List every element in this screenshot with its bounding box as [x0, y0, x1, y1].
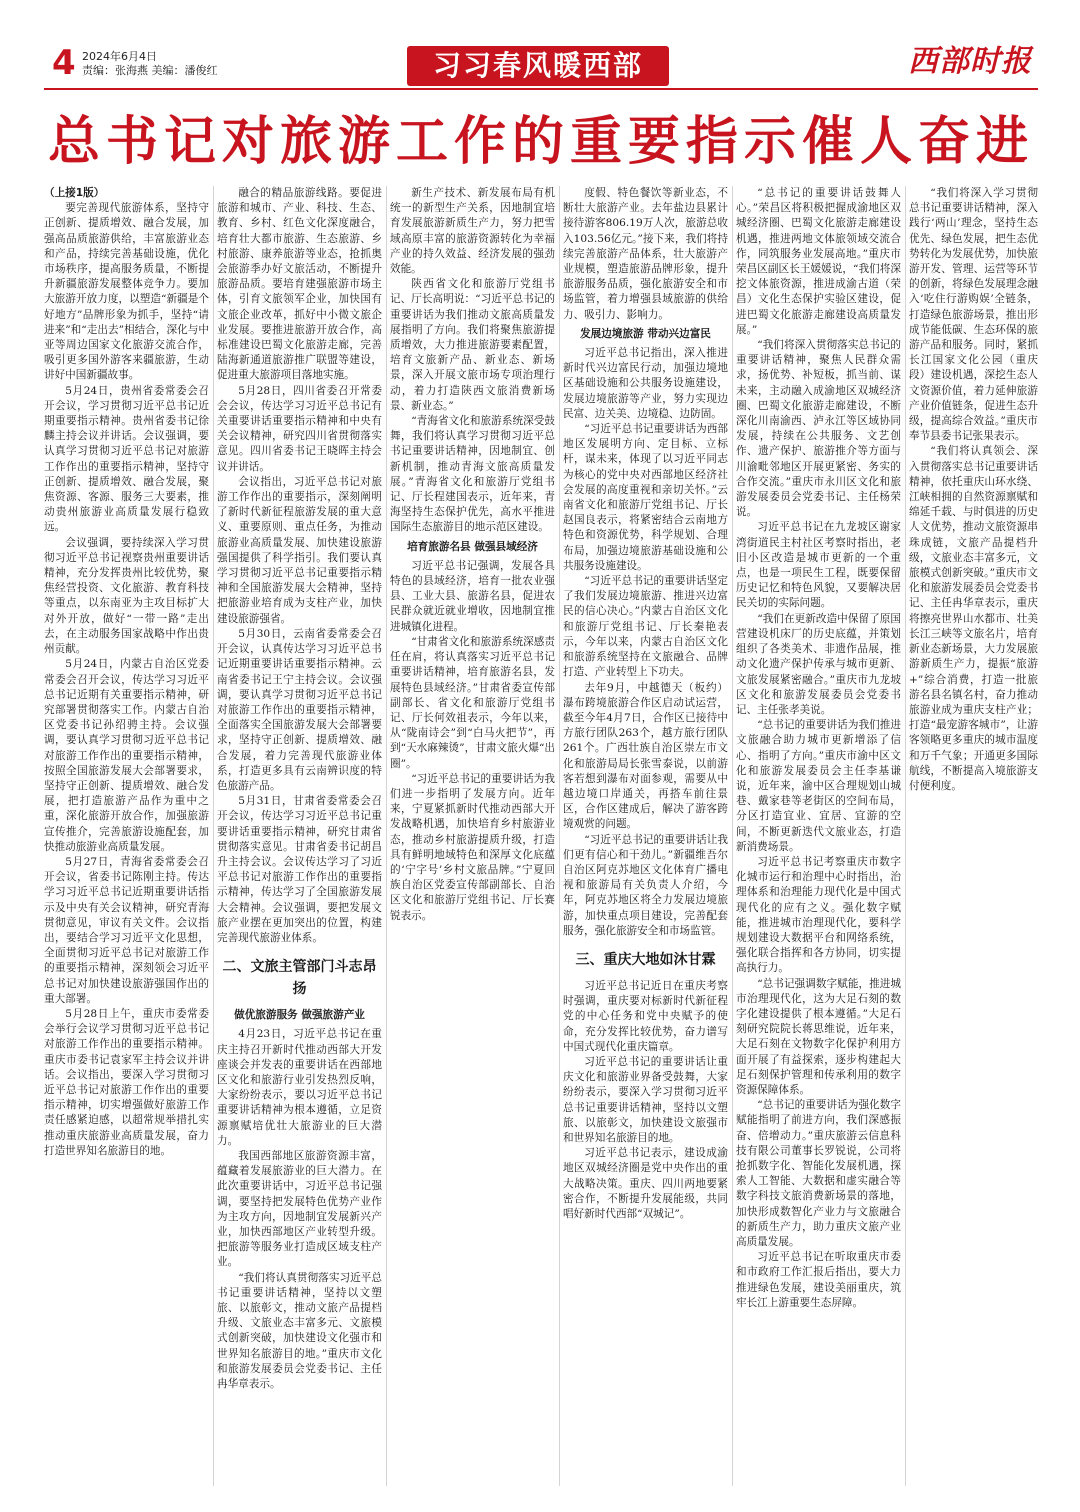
column-banner	[407, 46, 669, 86]
paragraph: 5月24日，贵州省委常委会召开会议，学习贯彻习近平总书记近期重要指示精神。贵州省委书记徐麟主持会议并讲话。会议强调，要认真学习贯彻习近平总书记对旅游工作作出的重要指示精神，坚持守正创新、提质增效、融合发展，聚焦资源、客源、服务三大要素，推动贵州旅游业高质量发展行稳致远。	[44, 384, 209, 534]
paragraph: 5月24日，内蒙古自治区党委常委会召开会议，传达学习习近平总书记近期有关重要指示精神，研究部署贯彻落实工作。内蒙古自治区党委书记孙绍骋主持。会议强调，要认真学习贯彻习近平总书记对旅游工作作出的重要指示精神，按照全国旅游发展大会部署要求，坚持守正创新、提质增效、融合发展，把打造旅游产品作为重中之重，深化旅游开放合作，加强旅游宣传推介，完善旅游设施配套，加快推动旅游业高质量发展。	[44, 658, 209, 853]
paragraph: 5月30日，云南省委常委会召开会议，认真传达学习习近平总书记近期重要讲话重要指示精神。云南省委书记王宁主持会议。会议强调，要认真学习贯彻习近平总书记对旅游工作作出的重要指示精神，全面落实全国旅游发展大会部署要求，坚持守正创新、提质增效、融合发展，着力完善现代旅游业体系，打造更多具有云南辨识度的特色旅游产品。	[217, 627, 382, 792]
article-column-1	[44, 186, 209, 1486]
masthead	[0, 0, 1080, 92]
column-4b-text	[563, 979, 728, 1222]
paragraph: 要完善现代旅游体系，坚持守正创新、提质增效、融合发展，加强高品质旅游供给，丰富旅游业态和产品，持续完善基础设施，优化市场秩序，提高服务质量，不断提升新疆旅游发展整体竞争力。要加大旅游开放力度，以塑造“新疆是个好地方”品牌形象为抓手，坚持“请进来”和“走出去”相结合，深化与中亚等周边国家文化旅游交流合作，吸引更多国外游客来疆旅游，生动讲好中国新疆故事。	[44, 202, 209, 382]
column-4-text	[563, 186, 728, 939]
section-heading-2: 二、文旅主管部门斗志昂扬	[222, 959, 377, 998]
paragraph: “总书记的重要讲话鼓舞人心。”荣昌区将积极把握成渝地区双城经济圈、巴蜀文化旅游走廊建设机遇，推进两地文体旅领域交流合作，同筑服务业发展高地。”重庆市荣昌区副区长王媛媛说，“我们将深挖文体旅资源，推进成渝古道（荣昌）文化生态保护实验区建设，促进巴蜀文化旅游走廊建设高质量发展。”	[736, 187, 901, 336]
issue-meta	[82, 50, 218, 78]
column-6-text	[909, 186, 1038, 794]
column-2-text	[217, 186, 382, 946]
paragraph: 5月28日，四川省委召开常委会会议，传达学习习近平总书记有关重要讲话重要指示精神和中央有关会议精神，研究四川省贯彻落实意见。四川省委书记王晓晖主持会议并讲话。	[217, 384, 382, 473]
paragraph: 习近平总书记表示，建设成渝地区双城经济圈是党中央作出的重大战略决策。重庆、四川两地要紧密合作，不断提升发展能级，共同唱好新时代西部“双城记”。	[563, 1147, 728, 1220]
paragraph: “总书记的重要讲话为我们推进文旅融合助力城市更新增添了信心、指明了方向。”重庆市渝中区文化和旅游发展委员会主任李基谦说，近年来，渝中区合理规划山城巷、戴家巷等老街区的空间布局，分区打造宜业、宜居、宜游的空间，不断更新迭代文旅业态，打造新消费场景。	[736, 719, 901, 853]
paragraph: 5月31日，甘肃省委常委会召开会议，传达学习习近平总书记重要讲话重要指示精神，研究甘肃省贯彻落实意见。甘肃省委书记胡昌升主持会议。会议传达学习了习近平总书记对旅游工作作出的重要指示精神，传达学习了全国旅游发展大会精神。会议强调，要把发展文旅产业摆在更加突出的位置，构建完善现代旅游业体系。	[217, 795, 382, 944]
subheading-county: 培育旅游名县 做强县域经济	[407, 540, 538, 553]
paragraph: “我们将认真领会、深入贯彻落实总书记重要讲话精神，依托重庆山环水绕、江峡相拥的自然资源禀赋和绵延千载、与时俱进的历史人文优势，推动文旅资源串珠成链，文旅产品提档升级，文旅业态丰富多元，文旅模式创新突破。”重庆市文化和旅游发展委员会党委书记、主任冉华章表示，重庆将擦亮世界山水都市、壮美长江三峡等文旅名片，培育新业态新场景，大力发展旅游新质生产力，提振“旅游+”综合消费，打造一批旅游名县名镇名村，奋力推动旅游业成为重庆支柱产业；打造“最宠游客城市”，让游客领略更多重庆的城市温度和万千气象；开通更多国际航线，不断提高入境旅游支付便利度。	[909, 445, 1038, 792]
paragraph: “习近平总书记重要讲话为西部地区发展明方向、定目标、立标杆，谋未来，体现了以习近平同志为核心的党中央对西部地区经济社会发展的高度重视和亲切关怀。”云南省文化和旅游厅党组书记、厅长赵国良表示，将紧密结合云南地方特色和资源优势，科学规划、合理布局，加强边境旅游基础设施和公共服务设施建设。	[563, 423, 728, 572]
paragraph: 5月27日，青海省委常委会召开会议，省委书记陈刚主持。传达学习习近平总书记近期重要讲话指示及中央有关会议精神，研究青海贯彻意见，审议有关文件。会议指出，要结合学习习近平文化思想，全面贯彻习近平总书记对旅游工作的重要指示精神，深刻领会习近平总书记对加快建设旅游强国作出的重大部署。	[44, 855, 209, 1005]
article-column-6	[909, 186, 1038, 1486]
column-5-text	[736, 186, 901, 1311]
page-headline: 总书记对旅游工作的重要指示催人奋进	[47, 112, 1034, 172]
paragraph: “我们将深入贯彻落实总书记的重要讲话精神，聚焦人民群众需求，扬优势、补短板，抓当前、谋未来，主动融入成渝地区双城经济圈、巴蜀文化旅游走廊建设，不断深化川南渝西、泸永江等区域协同发展，持续在公共服务、文艺创作、遗产保护、旅游推介等方面与川渝毗邻地区开展更紧密、务实的合作交流。”重庆市永川区文化和旅游发展委员会党委书记、主任杨荣说。	[736, 339, 901, 519]
article-column-2	[217, 186, 382, 1486]
column-1-text	[44, 201, 209, 1159]
paragraph: “我们将认真贯彻落实习近平总书记重要讲话精神，坚持以文塑旅、以旅彰文，推动文旅产品提档升级、文旅业态丰富多元、文旅模式创新突破，加快建设文化强市和世界知名旅游目的地。”重庆市文化和旅游发展委员会党委书记、主任冉华章表示。	[217, 1271, 382, 1391]
article-column-3	[390, 186, 555, 1486]
paragraph: 习近平总书记在听取重庆市委和市政府工作汇报后指出，要大力推进绿色发展，建设美丽重庆，筑牢长江上游重要生态屏障。	[736, 1251, 901, 1309]
paragraph: 习近平总书记指出，深入推进新时代兴边富民行动，加强边境地区基础设施和公共服务设施建设，发展边境旅游等产业，努力实现边民富、边关美、边境稳、边防固。	[563, 347, 728, 420]
paragraph: 新生产技术、新发展布局有机统一的新型生产关系，因地制宜培育发展旅游新质生产力，努力把雪域高原丰富的旅游资源转化为幸福产业的持久效益、经济发展的强劲效能。	[390, 187, 555, 276]
paragraph: 会议强调，要持续深入学习贯彻习近平总书记视察贵州重要讲话精神，充分发挥贵州比较优势，聚焦经营投资、文化旅游、教育科技等重点，以东南亚为主攻目标扩大对外开放，做好“一带一路”走出去，在主动服务国家战略中作出贵州贡献。	[44, 536, 209, 656]
paragraph: 融合的精品旅游线路。要促进旅游和城市、产业、科技、生态、教育、乡村、红色文化深度融合，培育壮大都市旅游、生态旅游、乡村旅游、康养旅游等业态，抢抓奥会旅游季办好文旅活动，不断提升旅游品质。要培育建强旅游市场主体，引育文旅领军企业，加快国有文旅企业改革，抓好中小微文旅企业发展。要推进旅游开放合作，高标准建设巴蜀文化旅游走廊，完善陆海新通道旅游推广联盟等建设，促进重大旅游项目落地实施。	[217, 187, 382, 382]
paragraph: “我们在更新改造中保留了原国营建设机床厂的历史底蕴，并策划组织了各类美术、非遗作品展，推动文化遗产保护传承与城市更新、文旅发展紧密融合。”重庆市九龙坡区文化和旅游发展委员会党委书记、主任张孝美说。	[736, 612, 901, 716]
column-2b-text	[217, 1027, 382, 1392]
column-divider	[213, 186, 214, 1486]
subheading-border: 发展边境旅游 带动兴边富民	[580, 327, 711, 340]
paragraph: 度假、特色餐饮等新业态，不断壮大旅游产业。去年盐边县累计接待游客806.19万人次，旅游总收入103.56亿元。”接下来，我们将持续完善旅游产品体系，壮大旅游产业规模，塑造旅游品牌形象，提升旅游服务品质，强化旅游安全和市场监管，着力增强县域旅游的供给力、吸引力、影响力。	[563, 187, 728, 321]
paragraph: 4月23日，习近平总书记在重庆主持召开新时代推动西部大开发座谈会并发表的重要讲话在西部地区文化和旅游行业引发热烈反响，大家纷纷表示，要以习近平总书记重要讲话精神为根本遵循，立足资源禀赋培优壮大旅游业的巨大潜力。	[217, 1028, 382, 1147]
header-divider	[44, 88, 1038, 90]
paragraph: 习近平总书记的重要讲话让重庆文化和旅游业界备受鼓舞，大家纷纷表示，要深入学习贯彻习近平总书记重要讲话精神，坚持以文塑旅、以旅彰文，加快建设文旅强市和世界知名旅游目的地。	[563, 1055, 728, 1144]
subheading-services: 做优旅游服务 做强旅游产业	[234, 1009, 365, 1022]
column-banner-label: 习习春风暖西部	[432, 49, 643, 82]
paragraph: 习近平总书记在九龙坡区谢家湾街道民主村社区考察时指出，老旧小区改造是城市更新的一个重点，也是一项民生工程，既要保留历史记忆和特色风貌，又要解决居民关切的实际问题。	[736, 521, 901, 610]
paragraph: 习近平总书记考察重庆市数字化城市运行和治理中心时指出，治理体系和治理能力现代化是中国式现代化的应有之义。强化数字赋能，推进城市治理现代化，要科学规划建设大数据平台和网络系统，强化联合指挥和各方协同，切实提高执行力。	[736, 855, 901, 975]
paragraph: 去年9月，中越德天（板约）瀑布跨境旅游合作区启动试运营，截至今年4月7日，合作区已接待中方旅行团队263个，越方旅行团队261个。广西壮族自治区崇左市文化和旅游局局长张雪泰说，以前游客若想到瀑布对面参观，需要从中越边境口岸通关，再搭车前往景区，合作区建成后，解决了游客跨境观赏的问题。	[563, 681, 728, 831]
column-3-text	[390, 186, 555, 924]
paragraph: 陕西省文化和旅游厅党组书记、厅长高明说：“习近平总书记的重要讲话为我们推动文旅高质量发展指明了方向。我们将聚焦旅游提质增效，大力推进旅游要素配置，培育文旅新产品、新业态、新场景，深入开展文旅市场专项治理行动，着力打造陕西文旅消费新场景、新业态。”	[390, 278, 555, 412]
page-number: 4	[52, 43, 76, 83]
column-divider	[386, 186, 387, 1486]
column-divider	[905, 186, 906, 1486]
newspaper-logo: 西部时报	[908, 44, 1032, 79]
paragraph: “习近平总书记的重要讲话坚定了我们发展边境旅游、推进兴边富民的信心决心。”内蒙古自治区文化和旅游厅党组书记、厅长秦艳表示，今年以来，内蒙古自治区文化和旅游系统坚持在文旅融合、品牌打造、产业转型上下功夫。	[563, 575, 728, 679]
column-divider	[559, 186, 560, 1486]
paragraph: “我们将深入学习贯彻总书记重要讲话精神，深入践行‘两山’理念，坚持生态优先、绿色发展，把生态优势转化为发展优势，加快旅游开发、管理、运营等环节的创新，将绿色发展理念融入‘吃住行游购娱’全链条，打造绿色旅游场景，推出形成节能低碳、生态环保的旅游产品和服务。同时，紧抓长江国家文化公园（重庆段）建设机遇，深挖生态人文资源价值，着力延伸旅游产业价值链条，促进生态升级，提高综合效益。”重庆市奉节县委书记张果表示。	[909, 187, 1038, 443]
article-body	[44, 186, 1038, 1486]
paragraph: “甘肃省文化和旅游系统深感责任在肩，将认真落实习近平总书记重要讲话精神，培育旅游名县，发展特色县域经济。”甘肃省委宣传部副部长、省文化和旅游厅党组书记、厅长何效祖表示，今年以来，从“陇南诗会”到“白马火把节”，再到“天水麻辣烫”，甘肃文旅火爆“出圈”。	[390, 635, 555, 770]
paragraph: “总书记强调数字赋能，推进城市治理现代化，这为大足石刻的数字化建设提供了根本遵循。”大足石刻研究院院长蒋思维说，近年来，大足石刻在文物数字化保护利用方面开展了有益探索，逐步构建起大足石刻保护管理和传承利用的数字资源保障体系。	[736, 977, 901, 1096]
article-column-5	[736, 186, 901, 1486]
continued-note: （上接1版）	[44, 187, 105, 199]
paragraph: “青海省文化和旅游系统深受鼓舞，我们将认真学习贯彻习近平总书记重要讲话精神，因地制宜、创新机制，推动青海文旅高质量发展。”青海省文化和旅游厅党组书记、厅长程建国表示，近年来，青海坚持生态保护优先，高水平推进国际生态旅游目的地示范区建设。	[390, 415, 555, 534]
article-column-4	[563, 186, 728, 1486]
paragraph: 会议指出，习近平总书记对旅游工作作出的重要指示，深刻阐明了新时代新征程旅游发展的重大意义、重要原则、重点任务，为推动旅游业高质量发展、加快建设旅游强国提供了科学指引。我们要认真学习贯彻习近平总书记重要指示精神和全国旅游发展大会精神，坚持把旅游业培育成为支柱产业，加快建设旅游强省。	[217, 475, 382, 625]
editor-credits: 责编：张海燕 美编：潘俊红	[82, 64, 218, 77]
paragraph: “总书记的重要讲话为强化数字赋能指明了前进方向，我们深感振奋、倍增动力。”重庆旅游云信息科技有限公司董事长罗锐说，公司将抢抓数字化、智能化发展机遇，探索人工智能、大数据和虚实融合等数字科技文旅消费新场景的落地，加快形成数智化产业力与文旅融合的新质生产力，助力重庆文旅产业高质量发展。	[736, 1099, 901, 1249]
paragraph: 习近平总书记强调，发展各具特色的县域经济，培育一批农业强县、工业大县、旅游名县，促进农民群众就近就业增收，因地制宜推进城镇化进程。	[390, 559, 555, 633]
paragraph: 习近平总书记近日在重庆考察时强调，重庆要对标新时代新征程党的中心任务和党中央赋予的使命，充分发挥比较优势，奋力谱写中国式现代化重庆篇章。	[563, 979, 728, 1053]
paragraph: “习近平总书记的重要讲话为我们进一步指明了发展方向。近年来，宁夏紧抓新时代推动西部大开发战略机遇，加快培育乡村旅游业态，推动乡村旅游提质升级，打造具有鲜明地域特色和深厚文化底蕴的‘宁字号’乡村文旅品牌。”宁夏回族自治区党委宣传部副部长、自治区文化和旅游厅党组书记、厅长赛锐表示。	[390, 772, 555, 922]
paragraph: “习近平总书记的重要讲话让我们更有信心和干劲儿。”新疆维吾尔自治区阿克苏地区文化体育广播电视和旅游局有关负责人介绍，今年，阿克苏地区将全力发展边境旅游，加快重点项目建设，完善配套服务，强化旅游安全和市场监管。	[563, 833, 728, 937]
paragraph: 我国西部地区旅游资源丰富，蕴藏着发展旅游业的巨大潜力。在此次重要讲话中，习近平总书记强调，要坚持把发展特色优势产业作为主攻方向，因地制宜发展新兴产业，加快西部地区产业转型升级。把旅游等服务业打造成区域支柱产业。	[217, 1149, 382, 1269]
section-heading-3: 三、重庆大地如沐甘霖	[575, 951, 716, 968]
paragraph: 5月28日上午，重庆市委常委会举行会议学习贯彻习近平总书记对旅游工作作出的重要指示精神。重庆市委书记袁家军主持会议并讲话。会议指出，要深入学习贯彻习近平总书记对旅游工作作出的重要指示精神，切实增强做好旅游工作责任感紧迫感，以超常规举措扎实推动重庆旅游业高质量发展，奋力打造世界知名旅游目的地。	[44, 1007, 209, 1157]
subhead-anchor	[390, 880, 510, 881]
issue-date: 2024年6月4日	[82, 50, 157, 63]
column-divider	[732, 186, 733, 1486]
